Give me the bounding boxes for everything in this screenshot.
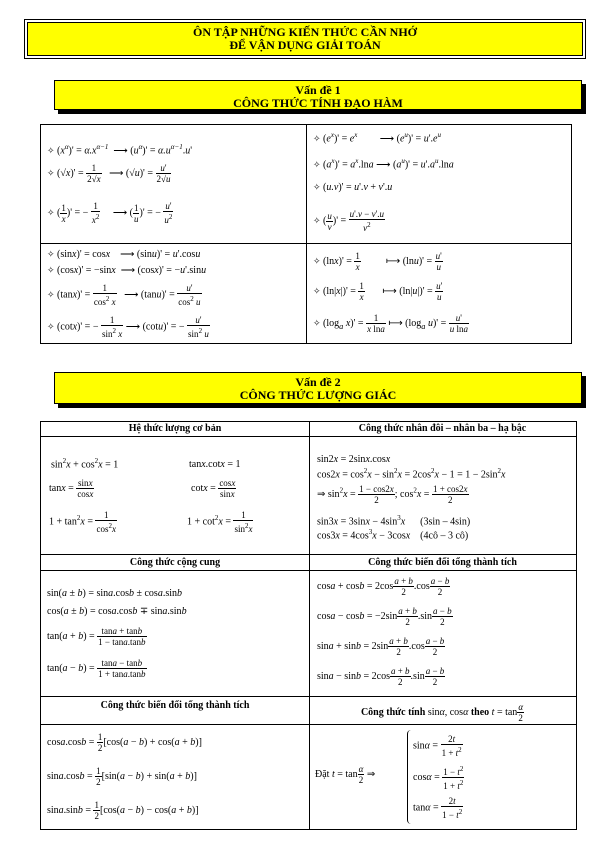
s2p-cos-plus: cosa + cosb = 2cos $\frac{a + b}{2}$ .cos $\frac{a - b}{2}$ [317, 576, 450, 597]
triple-cos: $\cos 3x = 4\cos^3x - 3\cos x$ (4cô – 3 cô) [317, 528, 469, 542]
trig-table [40, 421, 577, 830]
header-basic: Hệ thức lượng cơ bản [128, 423, 222, 434]
section2-banner [54, 372, 582, 404]
formula-ax: ✧ $(a^x)' = a^x.\ln a$ ⟶ $(a^u)' = u'.a^u.\ln a$ [313, 157, 454, 171]
half-angle-sin: sinα = $\frac{2t}{1 + t^2}$ [413, 734, 462, 758]
s2p-cos-minus: cosa − cosb = −2sin $\frac{a + b}{2}$ .sin $\frac{a - b}{2}$ [317, 606, 452, 627]
formula-power: ✧ $(x^\alpha)' = \alpha.x^{\alpha-1}$ ⟶ $(u^\alpha)' = \alpha.u^{\alpha-1}.u'$ [47, 143, 193, 157]
formula-ln-abs: ✧ (ln|x|)' = $\frac{1}{x}$ ⟼ (ln|u|)' = $\frac{u'}{u}$ [313, 281, 443, 302]
formula-sin: ✧ (sinx)' = cosx ⟶ (sinu)' = u'.cosu [47, 249, 201, 260]
formula-quotient: ✧ ( $\frac{u}{v}$ )' = $\frac{u'.v - v'.u}{v^2}$ [313, 209, 384, 233]
formula-log: ✧ ($\log_a$ x)' = $\frac{1}{\text{x lna}}$ ⟼ ($\log_a$ u)' = $\frac{u'}{\text{u lna}}$ [313, 313, 468, 334]
section1-subtitle: CÔNG THỨC TÍNH ĐẠO HÀM [233, 96, 403, 110]
basic-identity-1: $\sin^2x + \cos^2x = 1$ [51, 457, 119, 471]
triple-sin: $\sin 3x = 3\sin x - 4\sin^3x$ (3sin – 4sin) [317, 514, 471, 528]
formula-tan: ✧ (tanx)' = $\frac{1}{\cos^2 x}$ ⟶ (tanu)' = $\frac{u'}{\cos^2 u}$ [47, 283, 201, 307]
main-banner-line1: ÔN TẬP NHỮNG KIẾN THỨC CẦN NHỚ [192, 25, 417, 39]
formula-sqrt: ✧ (√x)' = $\frac{1}{2√x}$ ⟶ (√u)' = $\frac{u'}{2√u}$ [47, 163, 171, 184]
main-banner [27, 22, 583, 56]
formula-cot: ✧ (cotx)' = − $\frac{1}{\sin^2 x}$ ⟶ (cotu)' = − $\frac{u'}{\sin^2 u}$ [47, 315, 209, 339]
header-sum-to-product: Công thức biến đổi tổng thành tích [368, 557, 517, 568]
s2p-sin-minus: sina − sinb = 2cos $\frac{a + b}{2}$ .sin $\frac{a - b}{2}$ [317, 666, 445, 687]
p2s-sin-sin: sina.sinb = $\frac{1}{2}$ [cos(a − b) − cos(a + b)] [47, 800, 199, 821]
section2-subtitle: CÔNG THỨC LƯỢNG GIÁC [239, 388, 397, 402]
half-angle-cos: cosα = $\frac{1 - t^2}{1 + t^2}$ [413, 765, 464, 791]
sum-tan-plus: tan(a + b) = $\frac{\tan a + \tan b}{1 - \tan a.\tan b}$ [47, 626, 146, 647]
header-sum: Công thức cộng cung [129, 557, 221, 568]
section2-title: Vấn đề 2 [295, 375, 341, 389]
section1-banner [54, 80, 582, 110]
sum-sin: sin(a ± b) = sina.cosb ± cosa.sinb [47, 588, 182, 599]
half-angle-set: Đặt t = tan $\frac{\alpha}{2}$ ⇒ [315, 764, 376, 785]
header-product-to-sum: Công thức biến đổi tổng thành tích [100, 700, 250, 711]
formula-product: ✧ (u.v)' = u'.v + v'.u [313, 182, 393, 193]
main-banner-line2: ĐỂ VẬN DỤNG GIẢI TOÁN [229, 38, 381, 52]
formula-cos: ✧ (cosx)' = −sinx ⟶ (cosx)' = −u'.sinu [47, 265, 207, 276]
header-half-angle: Công thức tính sinα, cosα theo t = tan $\frac{\alpha}{2}$ [360, 702, 524, 723]
sum-tan-minus: tan(a − b) = $\frac{\tan a - \tan b}{1 + \tan a.\tan b}$ [47, 658, 146, 679]
double-sin: sin2x = 2sinx.cosx [317, 454, 391, 465]
formula-reciprocal: ✧ ( $\frac{1}{x}$ )' = − $\frac{1}{x^2}$ ⟶ ( $\frac{1}{u}$ )' = − $\frac{u'}{u^2}$ [47, 201, 173, 225]
basic-identity-6: $1 + \cot^2x$ = $\frac{1}{\sin^2x}$ [187, 510, 253, 534]
half-angle-tan: tanα = $\frac{2t}{1 - t^2}$ [413, 796, 463, 820]
basic-identity-5: $1 + \tan^2x$ = $\frac{1}{\cos^2x}$ [49, 510, 116, 534]
basic-identity-2: tanx.cotx = 1 [189, 459, 241, 470]
section1-title: Vấn đề 1 [295, 83, 341, 97]
p2s-cos-cos: cosa.cosb = $\frac{1}{2}$ [cos(a − b) + cos(a + b)] [47, 732, 202, 753]
s2p-sin-plus: sina + sinb = 2sin $\frac{a + b}{2}$ .cos $\frac{a - b}{2}$ [317, 636, 445, 657]
double-cos: $\cos 2x = \cos^2x - \sin^2x = 2\cos^2x - 1 = 1 - 2\sin^2x$ [317, 467, 506, 481]
power-reduction: ⇒ $\sin^2x$ = $\frac{1 - \cos 2x}{2}$ ; $\cos^2x$ = $\frac{1 + \cos 2x}{2}$ [317, 484, 468, 505]
p2s-sin-cos: sina.cosb = $\frac{1}{2}$ [sin(a − b) + sin(a + b)] [47, 766, 197, 787]
formula-exp: ✧ $(e^x)' = e^x$ ⟶ $(e^u)' = u'.e^u$ [313, 131, 441, 145]
basic-identity-3: tanx = $\frac{\sin x}{\cos x}$ [49, 478, 94, 499]
derivative-table [40, 124, 572, 344]
basic-identity-4: cotx = $\frac{\cos x}{\sin x}$ [191, 478, 236, 499]
formula-ln: ✧ (lnx)' = $\frac{1}{x}$ ⟼ (lnu)' = $\frac{u'}{u}$ [313, 251, 442, 272]
sum-cos: cos(a ± b) = cosa.cosb ∓ sina.sinb [47, 606, 187, 617]
header-double: Công thức nhân đôi – nhân ba – hạ bậc [358, 423, 527, 434]
